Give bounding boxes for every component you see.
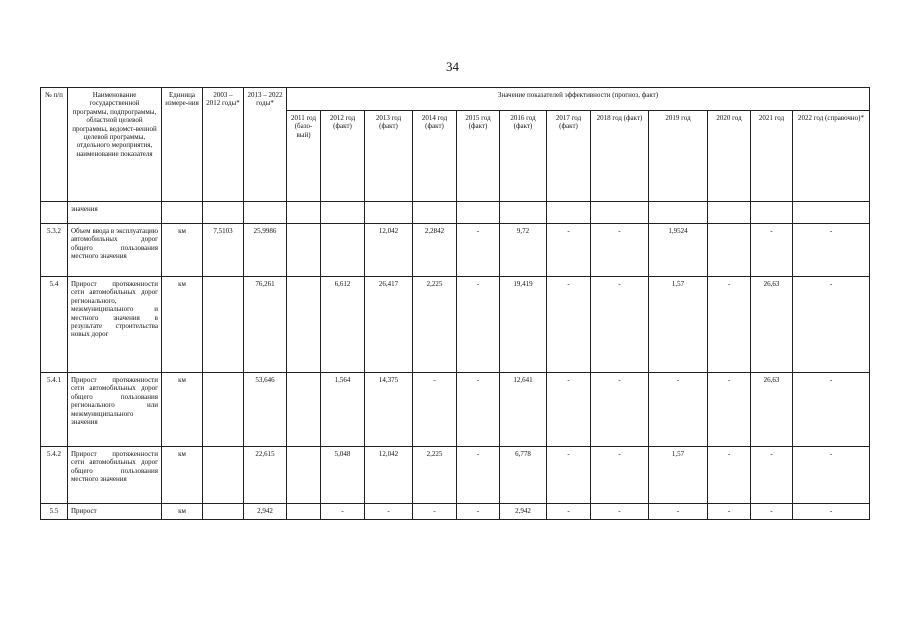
row-unit: км	[162, 224, 203, 277]
table-row	[41, 224, 870, 277]
row-value: 14,375	[365, 373, 413, 447]
table-row	[41, 447, 870, 504]
row-value: -	[547, 224, 591, 277]
row-value: -	[413, 373, 457, 447]
header-year: 2020 год	[708, 111, 751, 202]
row-value: -	[649, 373, 708, 447]
row-value: 12,641	[500, 373, 547, 447]
row-value	[793, 202, 870, 224]
row-2013-2022	[244, 202, 287, 224]
row-value: -	[591, 224, 649, 277]
row-value	[457, 202, 500, 224]
row-value: 12,042	[365, 224, 413, 277]
row-value: -	[708, 277, 751, 373]
row-value	[708, 224, 751, 277]
row-value: -	[591, 373, 649, 447]
header-no: № п/п	[41, 88, 68, 202]
row-value	[287, 224, 321, 277]
row-name: Прирост протяженности сети автомобильных дорог общего пользования регионального или межмуниципального значения	[68, 373, 162, 447]
row-no: 5.3.2	[41, 224, 68, 277]
row-value: -	[457, 447, 500, 504]
row-2013-2022: 22,615	[244, 447, 287, 504]
row-no: 5.5	[41, 504, 68, 520]
page-number: 34	[446, 59, 459, 74]
row-value: 26,63	[751, 373, 793, 447]
row-value	[287, 202, 321, 224]
row-value	[321, 224, 365, 277]
row-value: 1,564	[321, 373, 365, 447]
header-year: 2018 год (факт)	[591, 111, 649, 202]
row-2013-2022: 25,9986	[244, 224, 287, 277]
row-value: -	[321, 504, 365, 520]
row-value: 1,57	[649, 447, 708, 504]
row-value	[547, 202, 591, 224]
header-year: 2014 год (факт)	[413, 111, 457, 202]
row-2013-2022: 2,942	[244, 504, 287, 520]
row-2003-2012	[203, 504, 244, 520]
row-value	[287, 373, 321, 447]
row-value: -	[708, 373, 751, 447]
row-value: -	[413, 504, 457, 520]
row-value	[287, 504, 321, 520]
row-name: Объем ввода в эксплуатацию автомобильных дорог общего пользования местного значения	[68, 224, 162, 277]
row-value: -	[457, 373, 500, 447]
header-2013-2022: 2013 – 2022 годы*	[244, 88, 287, 202]
row-value: -	[793, 224, 870, 277]
header-year: 2011 год (базо-вый)	[287, 111, 321, 202]
header-year: 2022 год (справочно)*	[793, 111, 870, 202]
row-no: 5.4	[41, 277, 68, 373]
indicators-table	[40, 87, 870, 520]
header-unit: Единица измере-ния	[162, 88, 203, 202]
row-2003-2012	[203, 373, 244, 447]
row-value: -	[547, 373, 591, 447]
row-no: 5.4.2	[41, 447, 68, 504]
row-value	[321, 202, 365, 224]
header-row	[41, 88, 870, 111]
row-value: -	[591, 447, 649, 504]
row-2003-2012: 7,5103	[203, 224, 244, 277]
row-2013-2022: 53,646	[244, 373, 287, 447]
row-value: 1,9524	[649, 224, 708, 277]
row-value: -	[793, 504, 870, 520]
row-name: значения	[68, 202, 162, 224]
row-value: -	[547, 447, 591, 504]
row-2003-2012	[203, 447, 244, 504]
row-value: 1,57	[649, 277, 708, 373]
row-value: -	[365, 504, 413, 520]
row-unit: км	[162, 504, 203, 520]
row-value	[708, 202, 751, 224]
row-unit: км	[162, 373, 203, 447]
header-year: 2012 год (факт)	[321, 111, 365, 202]
table-row	[41, 202, 870, 224]
header-2003-2012: 2003 – 2012 годы*	[203, 88, 244, 202]
row-value: 2,225	[413, 447, 457, 504]
table-row	[41, 373, 870, 447]
row-no	[41, 202, 68, 224]
row-value: -	[591, 277, 649, 373]
header-year: 2021 год	[751, 111, 793, 202]
row-2013-2022: 76,261	[244, 277, 287, 373]
row-value: 26,63	[751, 277, 793, 373]
row-value: -	[457, 277, 500, 373]
row-value	[413, 202, 457, 224]
row-value: 6,778	[500, 447, 547, 504]
table-row	[41, 504, 870, 520]
row-no: 5.4.1	[41, 373, 68, 447]
row-value: -	[751, 447, 793, 504]
row-value: -	[649, 504, 708, 520]
row-value	[591, 202, 649, 224]
row-value: 2,942	[500, 504, 547, 520]
row-value	[500, 202, 547, 224]
row-value: -	[793, 447, 870, 504]
row-value: -	[591, 504, 649, 520]
row-unit: км	[162, 447, 203, 504]
row-value: 2,225	[413, 277, 457, 373]
row-value: -	[708, 447, 751, 504]
row-unit: км	[162, 277, 203, 373]
row-value: -	[751, 504, 793, 520]
row-value: 6,612	[321, 277, 365, 373]
row-value	[365, 202, 413, 224]
header-year: 2016 год (факт)	[500, 111, 547, 202]
header-year: 2019 год	[649, 111, 708, 202]
row-value: -	[457, 504, 500, 520]
header-year: 2017 год (факт)	[547, 111, 591, 202]
row-value: 12,042	[365, 447, 413, 504]
row-unit	[162, 202, 203, 224]
row-value: -	[547, 504, 591, 520]
row-value: -	[793, 277, 870, 373]
row-value: 26,417	[365, 277, 413, 373]
row-value	[287, 447, 321, 504]
row-value: -	[793, 373, 870, 447]
row-value: 2,2842	[413, 224, 457, 277]
header-group-title: Значение показателей эффективности (прогноз, факт)	[287, 88, 870, 111]
row-value: 19,419	[500, 277, 547, 373]
header-year: 2015 год (факт)	[457, 111, 500, 202]
row-value: -	[708, 504, 751, 520]
row-name: Прирост протяженности сети автомобильных дорог регионального, межмуниципального и местного значения в результате строительства новых дорог	[68, 277, 162, 373]
row-2003-2012	[203, 202, 244, 224]
header-name: Наименование государственной программы, подпрограммы, областной целевой программы, ведомст-венной целевой программы, отдельного мероприятия, наименование показателя	[68, 88, 162, 202]
row-value: -	[457, 224, 500, 277]
row-name: Прирост	[68, 504, 162, 520]
row-value: 5,048	[321, 447, 365, 504]
row-name: Прирост протяженности сети автомобильных дорог общего пользования местного значения	[68, 447, 162, 504]
table-row	[41, 277, 870, 373]
row-value: 9,72	[500, 224, 547, 277]
row-2003-2012	[203, 277, 244, 373]
header-year: 2013 год (факт)	[365, 111, 413, 202]
row-value: -	[751, 224, 793, 277]
row-value	[287, 277, 321, 373]
row-value	[649, 202, 708, 224]
row-value	[751, 202, 793, 224]
row-value: -	[547, 277, 591, 373]
